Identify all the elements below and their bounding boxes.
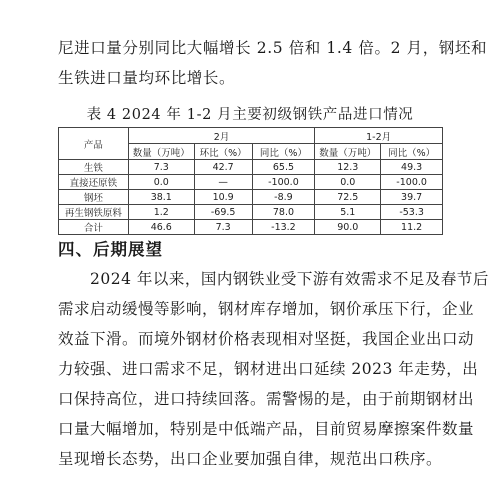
paragraph-line: 生铁进口量均环比增长。 (58, 69, 236, 87)
header-feb: 2月 (128, 128, 315, 144)
paragraph-line: 呈现增长态势，出口企业要加强自律，规范出口秩序。 (58, 450, 443, 468)
subheader: 环比（%） (194, 144, 252, 160)
table-cell: 46.6 (128, 220, 194, 235)
table-cell: 65.5 (252, 160, 315, 175)
table-cell: — (194, 175, 252, 190)
paragraph-line: 口量大幅增加，特别是中低端产品，目前贸易摩擦案件数量 (58, 420, 475, 438)
paragraph-line: 尼进口量分别同比大幅增长 2.5 倍和 1.4 倍。2 月，钢坯和 (58, 39, 488, 57)
table-cell: -69.5 (194, 205, 252, 220)
table-cell: 11.2 (381, 220, 443, 235)
table-cell: 49.3 (381, 160, 443, 175)
table-cell: 1.2 (128, 205, 194, 220)
paragraph-line: 力较强、进口需求不足，钢材进出口延续 2023 年走势，出 (58, 360, 479, 378)
subheader: 同比（%） (252, 144, 315, 160)
subheader: 数量（万吨） (128, 144, 194, 160)
section-heading: 四、后期展望 (58, 240, 163, 259)
table-cell: 78.0 (252, 205, 315, 220)
table-cell: 5.1 (315, 205, 381, 220)
table-cell: 7.3 (194, 220, 252, 235)
table-cell: -8.9 (252, 190, 315, 205)
table-row (59, 175, 443, 190)
table-cell: -100.0 (252, 175, 315, 190)
table-cell: 0.0 (128, 175, 194, 190)
paragraph-line: 2024 年以来，国内钢铁业受下游有效需求不足及春节后 (90, 270, 489, 288)
table-cell: 39.7 (381, 190, 443, 205)
subheader: 同比（%） (381, 144, 443, 160)
row-label: 生铁 (59, 160, 129, 175)
table-cell: 38.1 (128, 190, 194, 205)
row-label: 再生钢铁原料 (59, 205, 129, 220)
table-cell: 42.7 (194, 160, 252, 175)
table-cell: 90.0 (315, 220, 381, 235)
table-cell: -53.3 (381, 205, 443, 220)
subheader: 数量（万吨） (315, 144, 381, 160)
header-jan-feb: 1-2月 (315, 128, 443, 144)
table-cell: -100.0 (381, 175, 443, 190)
table-cell: 72.5 (315, 190, 381, 205)
table-row (59, 190, 443, 205)
table-cell: 7.3 (128, 160, 194, 175)
import-table (58, 127, 443, 235)
table-cell: 10.9 (194, 190, 252, 205)
paragraph-line: 需求启动缓慢等影响，钢材库存增加，钢价承压下行，企业 (58, 300, 475, 318)
row-label: 直接还原铁 (59, 175, 129, 190)
header-product: 产品 (59, 128, 129, 160)
table-row-total (59, 220, 443, 235)
table-cell: 0.0 (315, 175, 381, 190)
table-row (59, 160, 443, 175)
paragraph-line: 口保持高位，进口持续回落。需警惕的是，由于前期钢材出 (58, 390, 475, 408)
row-label: 合计 (59, 220, 129, 235)
table-row (59, 205, 443, 220)
table-cell: -13.2 (252, 220, 315, 235)
table-caption: 表 4 2024 年 1-2 月主要初级钢铁产品进口情况 (86, 107, 414, 123)
table-cell: 12.3 (315, 160, 381, 175)
paragraph-line: 效益下滑。而境外钢材价格表现相对坚挺，我国企业出口动 (58, 330, 475, 348)
row-label: 钢坯 (59, 190, 129, 205)
